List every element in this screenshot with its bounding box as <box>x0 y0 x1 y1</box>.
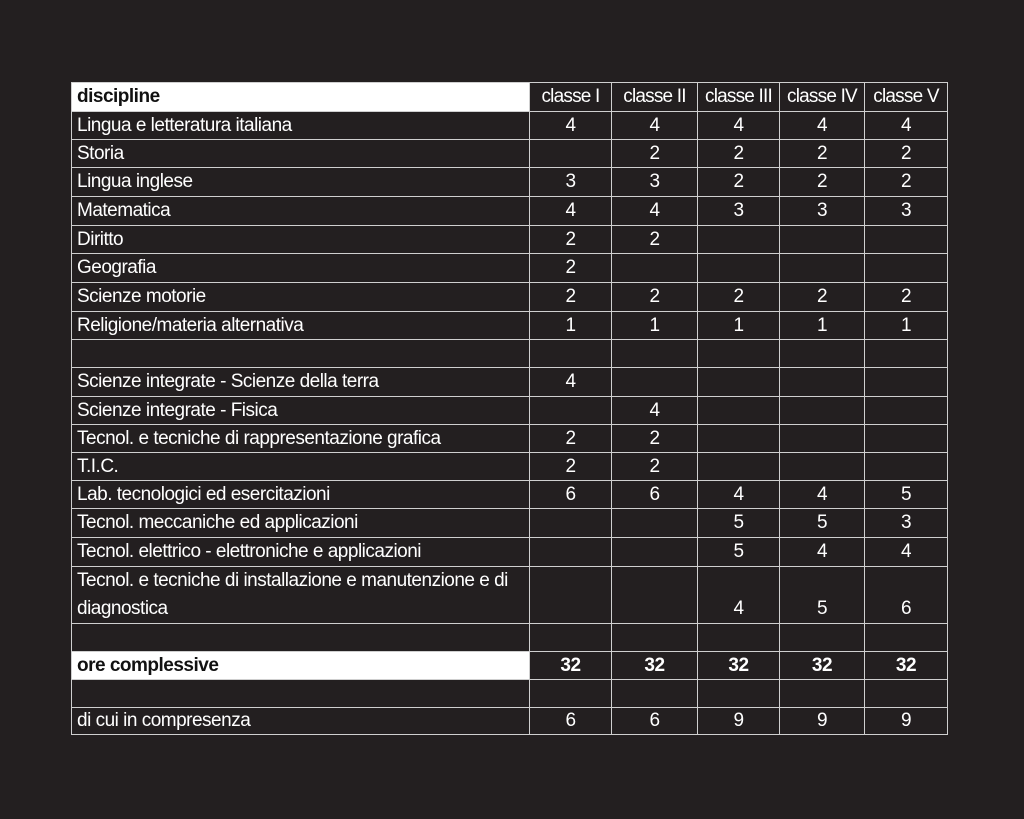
row-value: 2 <box>530 254 612 283</box>
row-value <box>612 509 698 538</box>
row-value: 3 <box>612 168 698 197</box>
row-value: 1 <box>780 312 865 340</box>
row-name: Lingua inglese <box>72 168 530 197</box>
total-hours-row <box>72 652 948 680</box>
row-value: 6 <box>530 481 612 509</box>
row-name <box>72 340 530 368</box>
total-hours-value: 32 <box>698 652 780 680</box>
table-row <box>72 425 948 453</box>
row-name: T.I.C. <box>72 453 530 481</box>
row-value: 4 <box>530 368 612 397</box>
row-value <box>530 567 612 624</box>
co-presence-value: 9 <box>698 708 780 735</box>
table-row-spacer <box>72 680 948 708</box>
row-value: 4 <box>865 112 948 140</box>
row-value: 2 <box>698 168 780 197</box>
table-row <box>72 283 948 312</box>
row-value: 2 <box>865 140 948 168</box>
row-name: Storia <box>72 140 530 168</box>
row-value: 4 <box>698 567 780 624</box>
table-row <box>72 140 948 168</box>
table-row <box>72 481 948 509</box>
row-name: Lab. tecnologici ed esercitazioni <box>72 481 530 509</box>
row-value <box>780 226 865 254</box>
row-value <box>530 340 612 368</box>
row-value <box>612 680 698 708</box>
table-row <box>72 254 948 283</box>
co-presence-row <box>72 708 948 735</box>
row-value <box>780 368 865 397</box>
table-row-spacer <box>72 340 948 368</box>
row-value <box>865 254 948 283</box>
row-value <box>865 226 948 254</box>
row-value <box>698 425 780 453</box>
row-value <box>612 368 698 397</box>
row-value: 4 <box>698 112 780 140</box>
row-name: Tecnol. meccaniche ed applicazioni <box>72 509 530 538</box>
row-value <box>612 254 698 283</box>
row-value: 3 <box>780 197 865 226</box>
header-class-2: classe II <box>612 83 698 112</box>
row-value: 3 <box>865 197 948 226</box>
row-value: 4 <box>780 112 865 140</box>
total-hours-value: 32 <box>865 652 948 680</box>
total-hours-value: 32 <box>612 652 698 680</box>
row-value <box>865 425 948 453</box>
row-value: 2 <box>698 283 780 312</box>
row-value: 2 <box>612 283 698 312</box>
row-value: 1 <box>865 312 948 340</box>
row-value <box>530 680 612 708</box>
header-class-4: classe IV <box>780 83 865 112</box>
row-value <box>780 680 865 708</box>
row-name <box>72 680 530 708</box>
row-name: Scienze motorie <box>72 283 530 312</box>
row-value <box>698 226 780 254</box>
header-class-3: classe III <box>698 83 780 112</box>
row-value <box>780 624 865 652</box>
row-value <box>530 624 612 652</box>
row-value <box>698 453 780 481</box>
row-value: 1 <box>530 312 612 340</box>
table-row <box>72 112 948 140</box>
row-value <box>698 624 780 652</box>
row-name: Scienze integrate - Fisica <box>72 397 530 425</box>
row-name <box>72 624 530 652</box>
row-value: 2 <box>530 425 612 453</box>
row-value: 2 <box>698 140 780 168</box>
co-presence-value: 6 <box>530 708 612 735</box>
row-value <box>780 397 865 425</box>
row-value: 5 <box>865 481 948 509</box>
row-value <box>865 624 948 652</box>
table-row <box>72 453 948 481</box>
table-row <box>72 397 948 425</box>
row-value: 2 <box>612 140 698 168</box>
row-value <box>698 254 780 283</box>
row-value <box>780 340 865 368</box>
row-name: Scienze integrate - Scienze della terra <box>72 368 530 397</box>
table-row <box>72 197 948 226</box>
row-value <box>612 340 698 368</box>
row-value: 2 <box>865 168 948 197</box>
table-row <box>72 368 948 397</box>
row-value: 4 <box>780 538 865 567</box>
row-value: 2 <box>780 140 865 168</box>
row-value: 2 <box>530 226 612 254</box>
row-value: 5 <box>698 538 780 567</box>
table-header-row <box>72 83 948 112</box>
row-value: 2 <box>530 283 612 312</box>
row-name: Religione/materia alternativa <box>72 312 530 340</box>
row-value <box>698 397 780 425</box>
row-name: Tecnol. elettrico - elettroniche e applicazioni <box>72 538 530 567</box>
row-value <box>865 368 948 397</box>
row-value: 4 <box>530 112 612 140</box>
row-value: 2 <box>612 453 698 481</box>
table-row <box>72 567 948 624</box>
row-value <box>612 538 698 567</box>
row-value: 3 <box>698 197 780 226</box>
row-value <box>698 680 780 708</box>
row-value: 4 <box>530 197 612 226</box>
row-value: 2 <box>612 226 698 254</box>
row-value: 4 <box>865 538 948 567</box>
row-value: 4 <box>698 481 780 509</box>
row-name: Diritto <box>72 226 530 254</box>
row-value <box>865 397 948 425</box>
row-value <box>780 453 865 481</box>
co-presence-value: 9 <box>865 708 948 735</box>
co-presence-label: di cui in compresenza <box>72 708 530 735</box>
table-row <box>72 538 948 567</box>
row-value: 4 <box>612 397 698 425</box>
row-value <box>780 254 865 283</box>
table-row <box>72 226 948 254</box>
row-value: 2 <box>530 453 612 481</box>
row-value <box>698 368 780 397</box>
row-value <box>698 340 780 368</box>
row-name: Tecnol. e tecniche di rappresentazione grafica <box>72 425 530 453</box>
table-row <box>72 312 948 340</box>
row-value: 3 <box>865 509 948 538</box>
row-name: Lingua e letteratura italiana <box>72 112 530 140</box>
row-value: 5 <box>698 509 780 538</box>
header-class-1: classe I <box>530 83 612 112</box>
header-discipline: discipline <box>72 83 530 112</box>
total-hours-value: 32 <box>780 652 865 680</box>
row-value <box>530 538 612 567</box>
row-value <box>865 340 948 368</box>
co-presence-value: 9 <box>780 708 865 735</box>
row-value: 5 <box>780 567 865 624</box>
row-value <box>865 680 948 708</box>
row-value: 6 <box>612 481 698 509</box>
total-hours-label: ore complessive <box>72 652 530 680</box>
table-row-spacer <box>72 624 948 652</box>
row-value: 2 <box>780 283 865 312</box>
row-value <box>612 624 698 652</box>
table-row <box>72 168 948 197</box>
row-value <box>780 425 865 453</box>
row-value <box>612 567 698 624</box>
row-name: Matematica <box>72 197 530 226</box>
header-class-5: classe V <box>865 83 948 112</box>
row-value <box>530 140 612 168</box>
row-value: 5 <box>780 509 865 538</box>
row-value: 2 <box>865 283 948 312</box>
row-name: Tecnol. e tecniche di installazione e manutenzione e di diagnostica <box>72 567 530 624</box>
row-value: 3 <box>530 168 612 197</box>
row-value: 1 <box>612 312 698 340</box>
row-value: 2 <box>780 168 865 197</box>
row-value: 1 <box>698 312 780 340</box>
row-value: 4 <box>612 112 698 140</box>
row-name: Geografia <box>72 254 530 283</box>
co-presence-value: 6 <box>612 708 698 735</box>
hours-table <box>71 82 948 735</box>
total-hours-value: 32 <box>530 652 612 680</box>
row-value <box>530 509 612 538</box>
row-value <box>530 397 612 425</box>
table-row <box>72 509 948 538</box>
row-value: 2 <box>612 425 698 453</box>
row-value: 4 <box>780 481 865 509</box>
row-value: 4 <box>612 197 698 226</box>
row-value <box>865 453 948 481</box>
row-value: 6 <box>865 567 948 624</box>
